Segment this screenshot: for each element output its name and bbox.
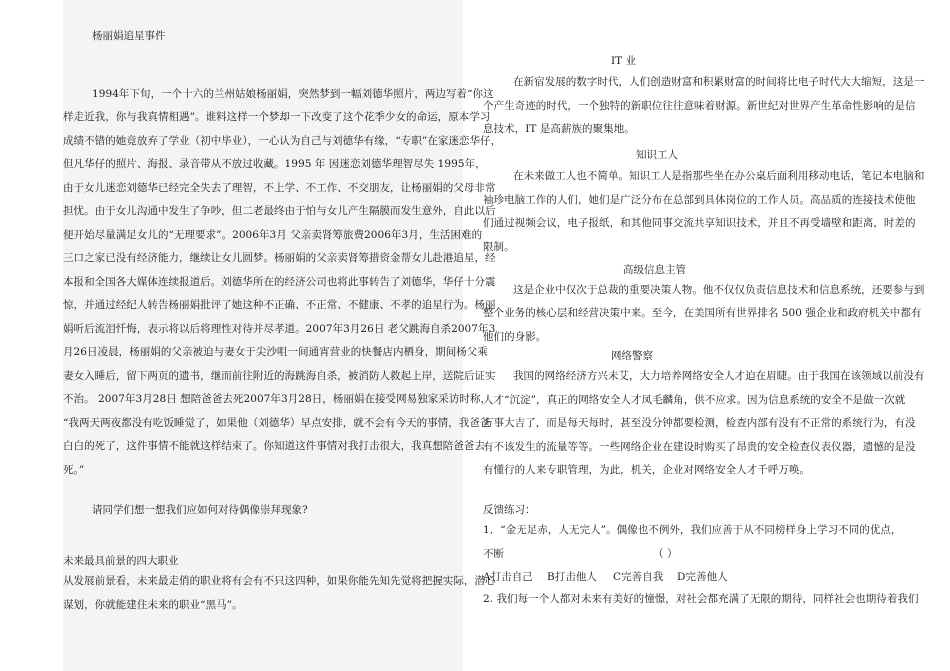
knowledge-worker-line: 在未来做工人也不简单。知识工人是指那些坐在办公桌后面利用移动电话，笔记本电脑和 <box>513 170 925 182</box>
senior-info-exec-title: 高级信息主管 <box>623 264 686 276</box>
question-1-continuation: 不断 <box>483 548 505 560</box>
article-line: 由于女儿迷恋刘德华已经完全失去了理智，不上学、不工作、不交朋友，让杨丽娟的父母非常 <box>63 182 496 194</box>
knowledge-worker-line: 限制。 <box>483 241 515 253</box>
right-column <box>483 0 925 671</box>
cyber-police-line: 有不该发生的流量等等。一些网络企业在建设时购买了昂贵的安全检查仪表仪器，遗憾的是没 <box>483 441 916 453</box>
careers-line: 谋划，你就能建住未来的职业“黑马”。 <box>63 599 243 611</box>
article-line: 月26日凌晨，杨丽娟的父亲被迫与妻女于尖沙咀一间通宵营业的快餐店内栖身，期间杨父乘 <box>63 346 488 358</box>
article-line: “我两天两夜都没有吃饭睡觉了，如果他（刘德华）早点安排，就不会有今天的事情，我爸爸 <box>63 417 491 429</box>
question-1-line: 1．“金无足赤，人无完人”。偶像也不例外，我们应善于从不同榜样身上学习不同的优点， <box>483 524 902 536</box>
cyber-police-line: 人才“沉淀”，真正的网络安全人才凤毛麟角，供不应求。因为信息系统的安全不是做一次就 <box>483 394 906 406</box>
article-line: 三口之家已没有经济能力，继续让女儿圆梦。杨丽娟的父亲卖肾筹措资金帮女儿赴港追星，经 <box>63 252 496 264</box>
senior-info-exec-line: 整个业务的核心层和经营决策中来。至今，在美国所有世界排名 500 强企业和政府机关中都有 <box>483 307 922 319</box>
option-b: B打击他人 <box>547 571 597 583</box>
question-2-line: 2. 我们每一个人都对未来有美好的憧憬，对社会都充满了无限的期待，同样社会也期待着我们 <box>483 593 919 605</box>
careers-title: 未来最具前景的四大职业 <box>63 555 179 567</box>
knowledge-worker-line: 们通过视频会议，电子报纸，和其他同事交流共享知识技术，并且不再受墙壁和距离，时差的 <box>483 217 916 229</box>
article-line: 死。” <box>63 464 85 476</box>
cyber-police-title: 网络警察 <box>611 350 653 362</box>
it-line: 个产生奇迹的时代，一个独特的新职位往往意味着财源。新世纪对世界产生革命性影响的是信 <box>483 100 916 112</box>
option-a: A打击自己 <box>483 571 533 583</box>
article-line: 便开始尽量满足女儿的“无理要求”。2006年3月 父亲卖肾筹旅费2006年3月，生活困难的 <box>63 229 483 241</box>
it-line: 息技术，IT 是高薪族的聚集地。 <box>483 123 635 135</box>
article-title: 杨丽娟追星事件 <box>92 30 166 42</box>
discussion-question: 请同学们想一想我们应如何对待偶像崇拜现象? <box>92 504 308 516</box>
article-line: 娟听后流泪忏悔，表示将以后将理性对待并尽孝道。2007年3月26日 老父跳海自杀2007年3 <box>63 323 496 335</box>
cyber-police-line: 有懂行的人来专职管理，为此，机关，企业对网络安全人才千呼万唤。 <box>483 464 811 476</box>
option-c: C完善自我 <box>613 571 664 583</box>
answer-blank: （ ） <box>653 548 678 560</box>
knowledge-worker-line: 袖珍电脑工作的人们，她们是广泛分布在总部到具体岗位的工作人员。高品质的连接技术使他 <box>483 194 916 206</box>
article-line: 妻女入睡后，留下两页的遗书，继而前往附近的海跳海自杀，被消防人救起上岸，送院后证实 <box>63 370 496 382</box>
it-line: 在新宿发展的数字时代，人们创造财富和积累财富的时间将比电子时代大大缩短，这是一 <box>513 76 925 88</box>
careers-line: 从发展前景看，未来最走俏的职业将有会有不只这四种，如果你能先知先觉将把握实际，潜心 <box>63 575 496 587</box>
article-line: 惊，并通过经纪人转告杨丽娟批评了她这种不正确、不正常、不健康、不孝的追星行为。杨丽 <box>63 299 496 311</box>
senior-info-exec-line: 这是企业中仅次于总裁的重要决策人物。他不仅仅负责信息技术和信息系统，还要参与到 <box>513 284 925 296</box>
cyber-police-line: 我国的网络经济方兴未艾，大力培养网络安全人才迫在眉睫。由于我国在该领域以前没有 <box>513 370 925 382</box>
exercise-title: 反馈练习： <box>483 504 536 516</box>
article-line: 样走近我，你与我真情相遇”。谁料这样一个梦却一下改变了这个花季少女的命运，原本学习 <box>63 111 491 123</box>
article-line: 成绩不错的她竟放弃了学业（初中毕业），一心认为自己与刘德华有缘，“专职”在家迷恋华仔， <box>63 135 502 147</box>
article-line: 本报和全国各大媒体连续报道后。刘德华所在的经济公司也将此事转告了刘德华，华仔十分震 <box>63 276 496 288</box>
it-section-title: IT 业 <box>611 55 636 67</box>
knowledge-worker-title: 知识工人 <box>636 149 678 161</box>
senior-info-exec-line: 他们的身影。 <box>483 331 547 343</box>
article-line: 担忧。由于女儿沟通中发生了争吵，但二老最终由于怕与女儿产生隔膜而发生意外，自此以后 <box>63 205 496 217</box>
article-line: 1994年下旬，一个十六的兰州姑娘杨丽娟，突然梦到一幅刘德华照片，两边写着“你这 <box>92 88 494 100</box>
article-line: 不治。 2007年3月28日 想陪爸爸去死2007年3月28日，杨丽娟在接受网易独家采访时称， <box>63 393 492 405</box>
article-line: 白白的死了，这件事情不能就这样结束了。你知道这件事情对我打击很大，我真想陪爸爸去 <box>63 440 485 452</box>
option-d: D完善他人 <box>677 571 728 583</box>
article-line: 但凡华仔的照片、海报、录音带从不放过收藏。1995 年 因迷恋刘德华理智尽失 1995年， <box>63 158 486 170</box>
cyber-police-line: 万事大吉了，而是每天每时，甚至没分钟都要检测，检查内部有没有不正常的系统行为，有没 <box>483 417 916 429</box>
